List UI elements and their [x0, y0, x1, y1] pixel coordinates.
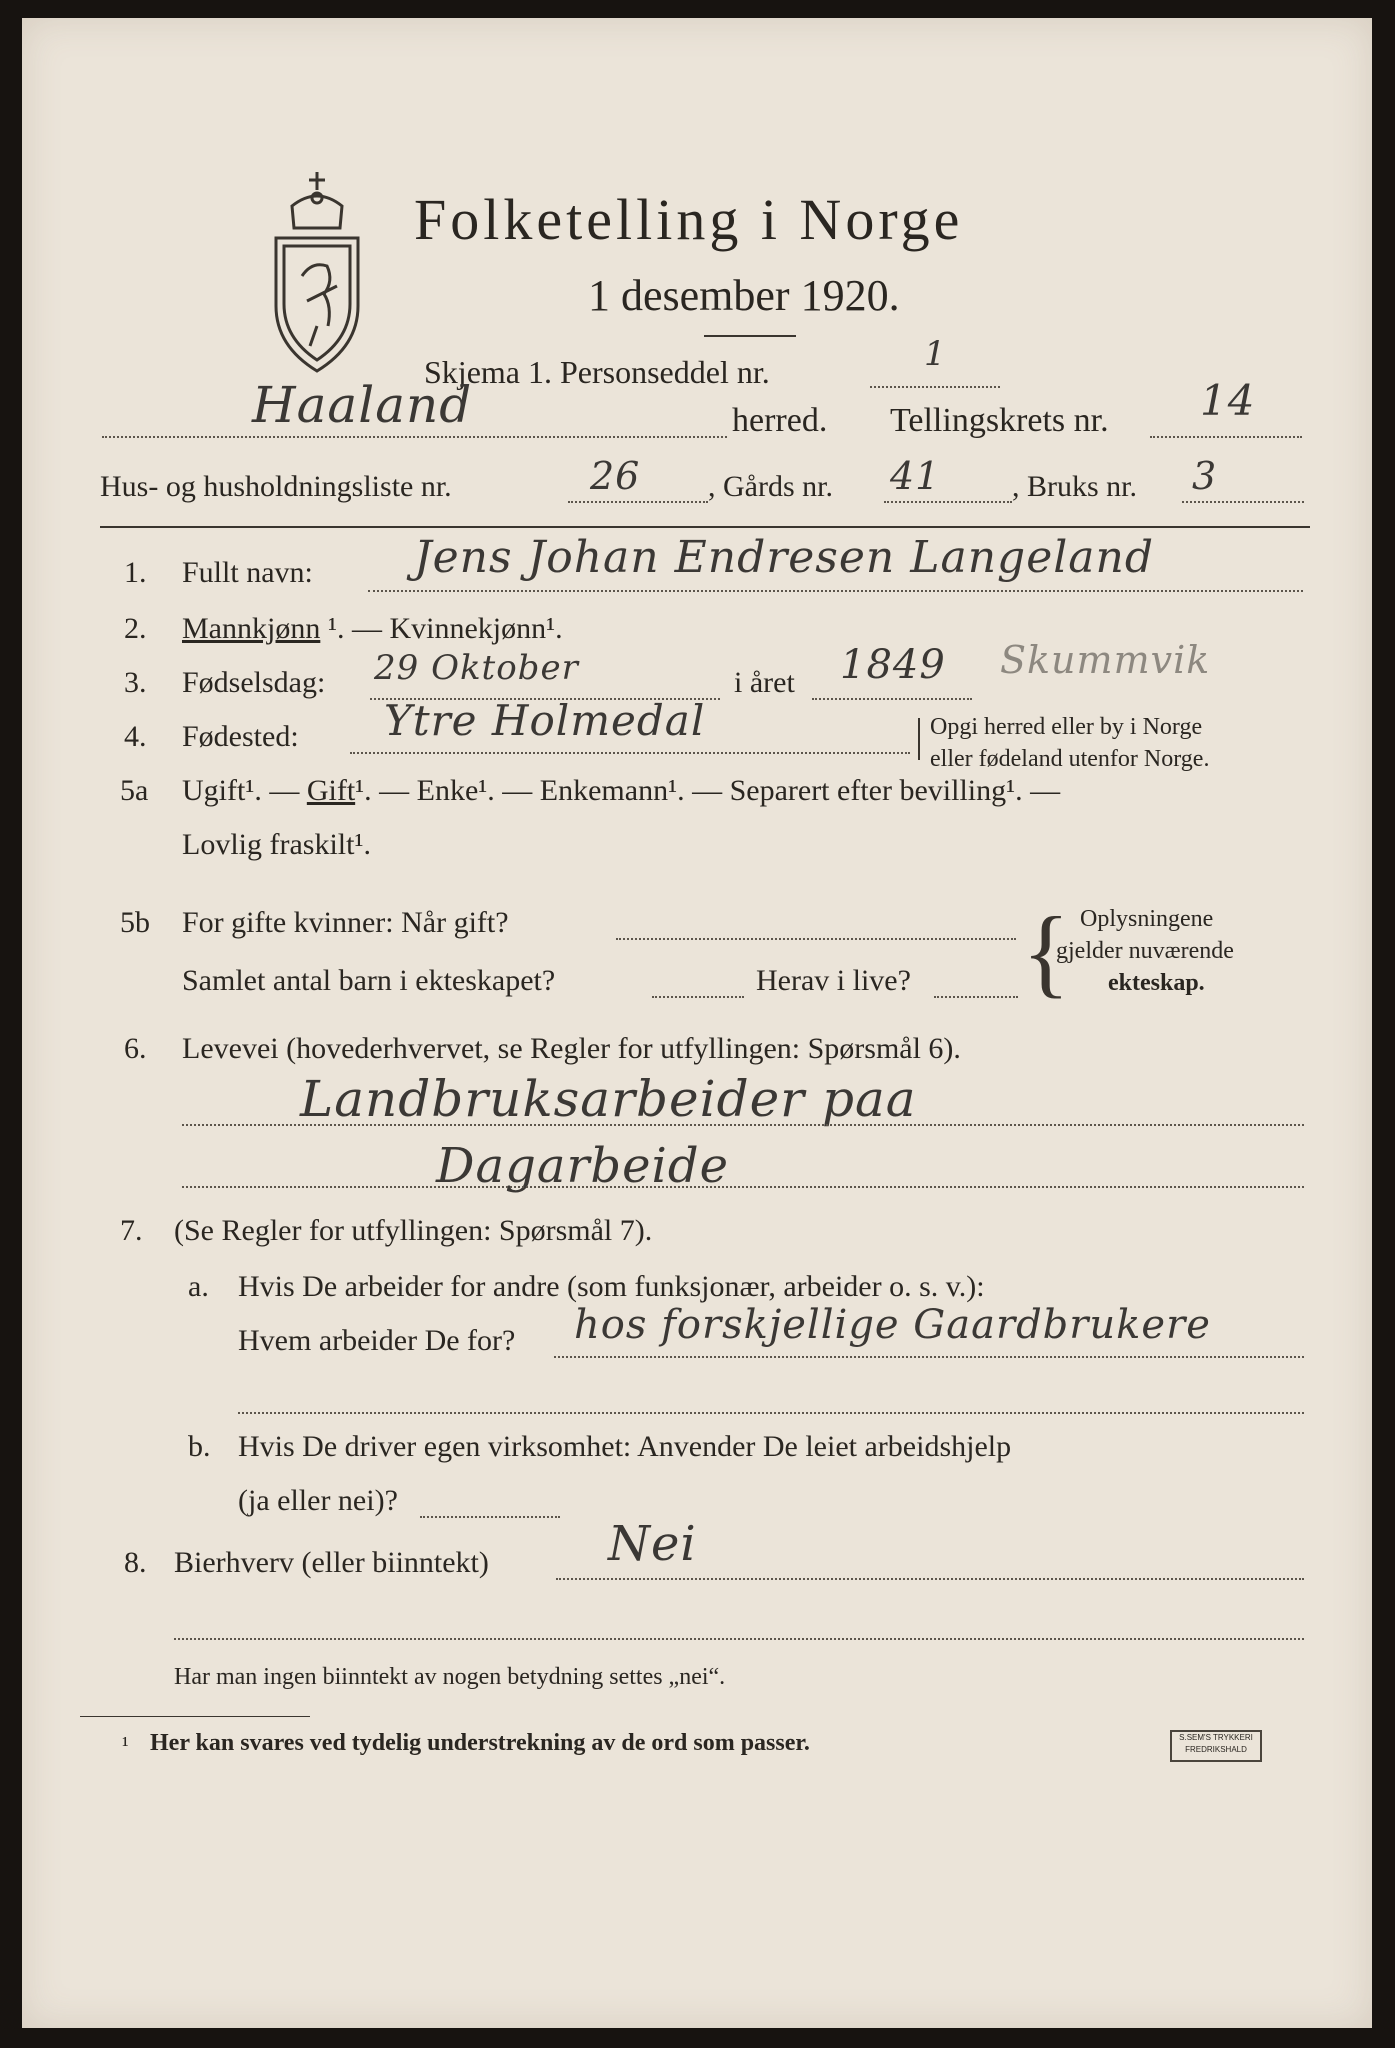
- tellingskrets-label: Tellingskrets nr.: [890, 402, 1109, 439]
- q4-number: 4.: [124, 720, 147, 753]
- q1-number: 1.: [124, 556, 147, 589]
- birthplace-extra-value: Skummvik: [1000, 638, 1211, 682]
- when-married-field-line: [616, 938, 1016, 940]
- herred-label: herred.: [732, 402, 828, 439]
- q7a-text: Hvis De arbeider for andre (som funksjonær, arbeider o. s. v.):: [238, 1270, 985, 1303]
- q5a-other-options[interactable]: ¹. — Enke¹. — Enkemann¹. — Separert efter bevilling¹. —: [355, 774, 1061, 807]
- q2-rest: ¹. — Kvinnekjønn¹.: [328, 612, 563, 645]
- unmarried-option[interactable]: Ugift¹. —: [182, 774, 307, 807]
- tellingskrets-field-line: [1150, 436, 1302, 438]
- q4-label: Fødested:: [182, 720, 299, 753]
- q7a-letter: a.: [188, 1270, 209, 1303]
- married-option[interactable]: Gift: [306, 774, 356, 807]
- q6-label: Levevei (hovederhvervet, se Regler for utfyllingen: Spørsmål 6).: [182, 1032, 961, 1065]
- q1-field-line: [368, 590, 1303, 592]
- printer-stamp-line2: FREDRIKSHALD: [1185, 1745, 1247, 1754]
- q8-number: 8.: [124, 1546, 147, 1579]
- husholdning-label: Hus- og husholdningsliste nr.: [100, 470, 452, 503]
- bruks-value[interactable]: 3: [1192, 454, 1218, 498]
- employer-value[interactable]: hos forskjellige Gaardbrukere: [574, 1302, 1211, 1348]
- q5b-note-brace: {: [1022, 896, 1070, 1007]
- q5a-options: [182, 774, 1060, 808]
- birth-year-value[interactable]: 1849: [840, 642, 946, 688]
- q5b-number: 5b: [120, 906, 150, 939]
- gards-field-line: [884, 501, 1012, 503]
- living-children-field-line: [934, 996, 1018, 998]
- q8-field-line2: [174, 1638, 1304, 1640]
- header-divider: [100, 526, 1310, 528]
- herred-field-line: [102, 436, 727, 438]
- hired-help-field-line: [420, 1516, 560, 1518]
- printer-stamp: [1170, 1730, 1262, 1762]
- q5b-note-line2: gjelder nuværende: [1056, 938, 1234, 964]
- q8-field-line: [556, 1578, 1304, 1580]
- when-married-label: For gifte kvinner: Når gift?: [182, 906, 509, 939]
- q3-label: Fødselsdag:: [182, 666, 326, 699]
- side-income-value[interactable]: Nei: [608, 1516, 697, 1572]
- q1-label: Fullt navn:: [182, 556, 313, 589]
- personseddel-field-line: [870, 386, 1000, 388]
- birthplace-value[interactable]: Ytre Holmedal: [384, 696, 706, 745]
- employer-field-line: [554, 1356, 1304, 1358]
- full-name-value[interactable]: Jens Johan Endresen Langeland: [414, 532, 1155, 583]
- footnote-mark: ¹: [122, 1732, 129, 1757]
- children-label: Samlet antal barn i ekteskapet?: [182, 964, 556, 997]
- year-label: i året: [734, 666, 795, 699]
- q5b-note-line3: ekteskap.: [1108, 970, 1205, 996]
- q2-number: 2.: [124, 612, 147, 645]
- gards-value[interactable]: 41: [890, 454, 941, 498]
- q5b-note-line1: Oplysningene: [1080, 906, 1214, 932]
- occupation-value-line1[interactable]: Landbruksarbeider paa: [300, 1070, 917, 1128]
- census-date: 1 desember 1920.: [588, 271, 900, 320]
- gards-label: , Gårds nr.: [708, 470, 833, 503]
- occupation-field-line2: [182, 1186, 1304, 1188]
- children-field-line: [652, 996, 744, 998]
- tellingskrets-value[interactable]: 14: [1200, 376, 1256, 425]
- q7-number: 7.: [120, 1214, 143, 1247]
- birthday-value[interactable]: 29 Oktober: [374, 648, 579, 688]
- title-divider: [704, 335, 796, 337]
- personseddel-number[interactable]: 1: [924, 334, 947, 374]
- q6-number: 6.: [124, 1032, 147, 1065]
- q8-label: Bierhverv (eller biinntekt): [174, 1546, 489, 1579]
- male-option[interactable]: Mannkjønn: [182, 612, 321, 645]
- q3-number: 3.: [124, 666, 147, 699]
- husholdning-value[interactable]: 26: [590, 454, 641, 498]
- side-income-note: Har man ingen biinntekt av nogen betydning settes „nei“.: [174, 1664, 726, 1690]
- husholdning-field-line: [568, 501, 708, 503]
- footnote-divider: [80, 1716, 310, 1717]
- divorced-option[interactable]: Lovlig fraskilt¹.: [182, 828, 371, 861]
- hired-help-label: (ja eller nei)?: [238, 1484, 398, 1517]
- census-form-sheet: [22, 18, 1372, 2028]
- employer-field-line2: [238, 1412, 1304, 1414]
- norwegian-coat-of-arms-icon: [262, 166, 372, 378]
- q4-note-line1: Opgi herred eller by i Norge: [930, 714, 1203, 740]
- q4-field-line: [350, 752, 910, 754]
- q7b-text: Hvis De driver egen virksomhet: Anvender De leiet arbeidshjelp: [238, 1430, 1012, 1463]
- q4-note-line2: eller fødeland utenfor Norge.: [930, 746, 1210, 772]
- form-title: Folketelling i Norge: [414, 187, 964, 252]
- employer-label: Hvem arbeider De for?: [238, 1324, 516, 1357]
- schema-label: Skjema 1. Personseddel nr.: [424, 354, 770, 390]
- bruks-field-line: [1182, 501, 1304, 503]
- herred-value[interactable]: Haaland: [252, 376, 473, 434]
- living-children-label: Herav i live?: [756, 964, 911, 997]
- q7b-letter: b.: [188, 1430, 211, 1463]
- q7-label: (Se Regler for utfyllingen: Spørsmål 7).: [174, 1214, 653, 1247]
- year-field-line: [812, 698, 972, 700]
- printer-stamp-line1: S.SEM'S TRYKKERI: [1179, 1733, 1253, 1742]
- q4-note-bracket: [918, 718, 920, 760]
- occupation-value-line2[interactable]: Dagarbeide: [436, 1138, 730, 1194]
- bruks-label: , Bruks nr.: [1012, 470, 1138, 503]
- footnote-text: Her kan svares ved tydelig understrekning av de ord som passer.: [150, 1730, 810, 1756]
- occupation-field-line1: [182, 1124, 1304, 1126]
- q5a-number: 5a: [120, 774, 149, 807]
